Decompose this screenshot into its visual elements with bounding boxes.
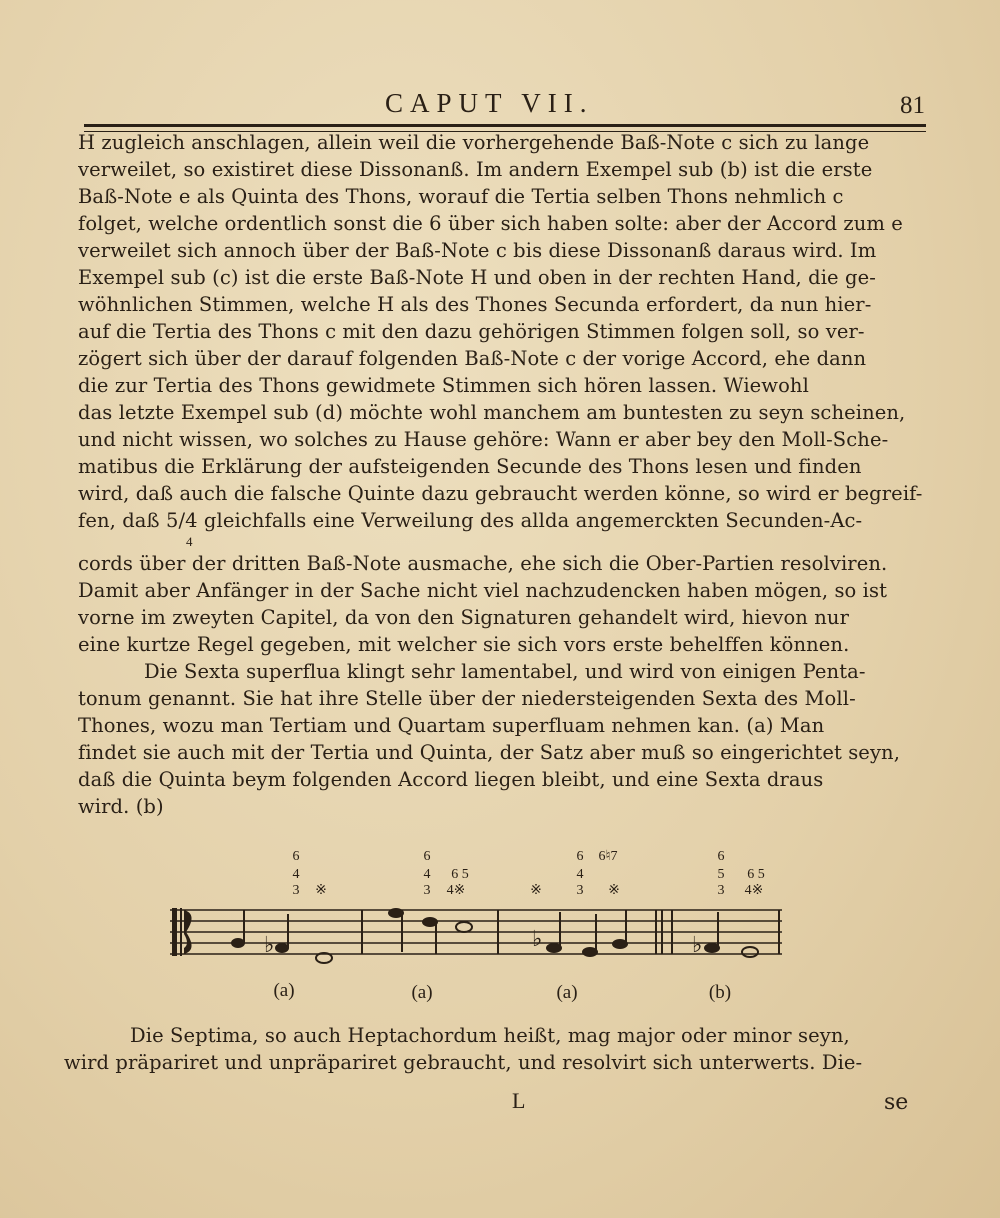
text-line: Die Sexta superflua klingt sehr lamentabel, und wird von einigen Penta-	[144, 660, 866, 683]
figure-digit: 6	[717, 849, 725, 864]
figure-digit: 3	[423, 883, 431, 898]
figure-digit: 6	[576, 849, 584, 864]
sharp-sign-icon: ※	[315, 883, 327, 898]
text-line: vorne im zweyten Capitel, da von den Signaturen gehandelt wird, hievon nur	[78, 606, 849, 629]
figure-digit: 4	[423, 867, 431, 882]
figures-group-3	[530, 849, 620, 898]
following-paragraph	[64, 1022, 930, 1076]
page-footer	[0, 1088, 1000, 1128]
figures-group-2	[424, 849, 469, 898]
text-line: zögert sich über der darauf folgenden Baß-Note c der vorige Accord, ehe dann	[78, 347, 867, 370]
sharp-sign-icon: ※	[530, 883, 542, 898]
figure-digit: 3	[576, 883, 584, 898]
svg-text:♭: ♭	[532, 926, 543, 951]
superscript-figure: 4	[186, 534, 193, 549]
text-line: eine kurtze Regel gegeben, mit welcher sie sich vors erste behelffen können.	[78, 633, 850, 656]
text-line: das letzte Exempel sub (d) möchte wohl manchem am buntesten zu seyn scheinen,	[78, 401, 906, 424]
text-line: wird. (b)	[78, 795, 164, 818]
catchword: se	[884, 1090, 909, 1115]
text-line: wird präpariret und unpräpariret gebraucht, und resolvirt sich unterwerts. Die-	[64, 1051, 863, 1074]
example-label: (a)	[273, 980, 295, 1001]
figure-digit: 3	[717, 883, 725, 898]
svg-text:♭: ♭	[264, 932, 275, 957]
text-line: fen, daß 5/4 gleichfalls eine Verweilung des allda angemerckten Secunden-Ac-	[78, 509, 863, 532]
figure-digit: 6	[292, 849, 300, 864]
page-number: 81	[900, 92, 925, 119]
text-line: Damit aber Anfänger in der Sache nicht viel nachzudencken haben mögen, so ist	[78, 579, 888, 602]
example-label: (b)	[708, 982, 732, 1003]
figure-digit: 4※	[744, 883, 764, 898]
text-line: Thones, wozu man Tertiam und Quartam superfluam nehmen kan. (a) Man	[78, 714, 825, 737]
figure-digit: 4	[292, 867, 300, 882]
sharp-sign-icon: ※	[608, 883, 620, 898]
text-line: Exempel sub (c) ist die erste Baß-Note H und oben in der rechten Hand, die ge-	[78, 266, 876, 289]
figure-digit: 4	[576, 867, 584, 882]
chapter-title: CAPUT VII.	[385, 88, 594, 118]
text-line: Baß-Note e als Quinta des Thons, worauf die Tertia selben Thons nehmlich c	[78, 185, 844, 208]
figures-group-1	[293, 849, 327, 898]
svg-text:♭: ♭	[692, 932, 703, 957]
text-line: und nicht wissen, wo solches zu Hause gehöre: Wann er aber bey den Moll-Sche-	[78, 428, 889, 451]
text-line: auf die Tertia des Thons c mit den dazu gehörigen Stimmen folgen soll, so ver-	[78, 320, 865, 343]
signature-mark: L	[512, 1088, 526, 1113]
text-line: cords über der dritten Baß-Note ausmache, ehe sich die Ober-Partien resolviren.	[78, 552, 888, 575]
staff-lines	[170, 910, 782, 954]
text-line: folget, welche ordentlich sonst die 6 über sich haben solte: aber der Accord zum e	[78, 212, 903, 235]
figure-digit: 6	[423, 849, 431, 864]
figure-digit: 6♮7	[598, 849, 618, 864]
text-line: wöhnlichen Stimmen, welche H als des Thones Secunda erfordert, da nun hier-	[78, 293, 872, 316]
text-line: findet sie auch mit der Tertia und Quinta, der Satz aber muß so eingerichtet seyn,	[78, 741, 901, 764]
figures-group-4	[718, 849, 765, 898]
music-staff-figure	[164, 848, 784, 1008]
text-line: die zur Tertia des Thons gewidmete Stimmen sich hören lassen. Wiewohl	[78, 374, 809, 397]
main-text-block	[78, 129, 926, 820]
text-line: Die Septima, so auch Heptachordum heißt, mag major oder minor seyn,	[130, 1024, 850, 1047]
figure-digit: 6 5	[747, 867, 765, 882]
text-line: wird, daß auch die falsche Quinte dazu gebraucht werden könne, so wird er begreif-	[78, 482, 923, 505]
figure-digit: 5	[717, 867, 725, 882]
example-label: (a)	[556, 982, 578, 1003]
figure-digit: 4※	[446, 883, 466, 898]
figure-digit: 3	[292, 883, 300, 898]
music-example	[164, 848, 784, 1008]
example-label: (a)	[411, 982, 433, 1003]
text-line: tonum genannt. Sie hat ihre Stelle über der niedersteigenden Sexta des Moll-	[78, 687, 856, 710]
text-line: verweilet sich annoch über der Baß-Note c bis diese Dissonanß daraus wird. Im	[78, 239, 877, 262]
example-labels	[273, 980, 731, 1003]
figure-digit: 6 5	[451, 867, 469, 882]
text-line: matibus die Erklärung der aufsteigenden Secunde des Thons lesen und finden	[78, 455, 862, 478]
text-line: verweilet, so existiret diese Dissonanß. Im andern Exempel sub (b) ist die erste	[78, 158, 873, 181]
text-line: daß die Quinta beym folgenden Accord liegen bleibt, und eine Sexta draus	[78, 768, 824, 791]
page-header	[0, 88, 1000, 122]
text-line: H zugleich anschlagen, allein weil die vorhergehende Baß-Note c sich zu lange	[78, 131, 870, 154]
